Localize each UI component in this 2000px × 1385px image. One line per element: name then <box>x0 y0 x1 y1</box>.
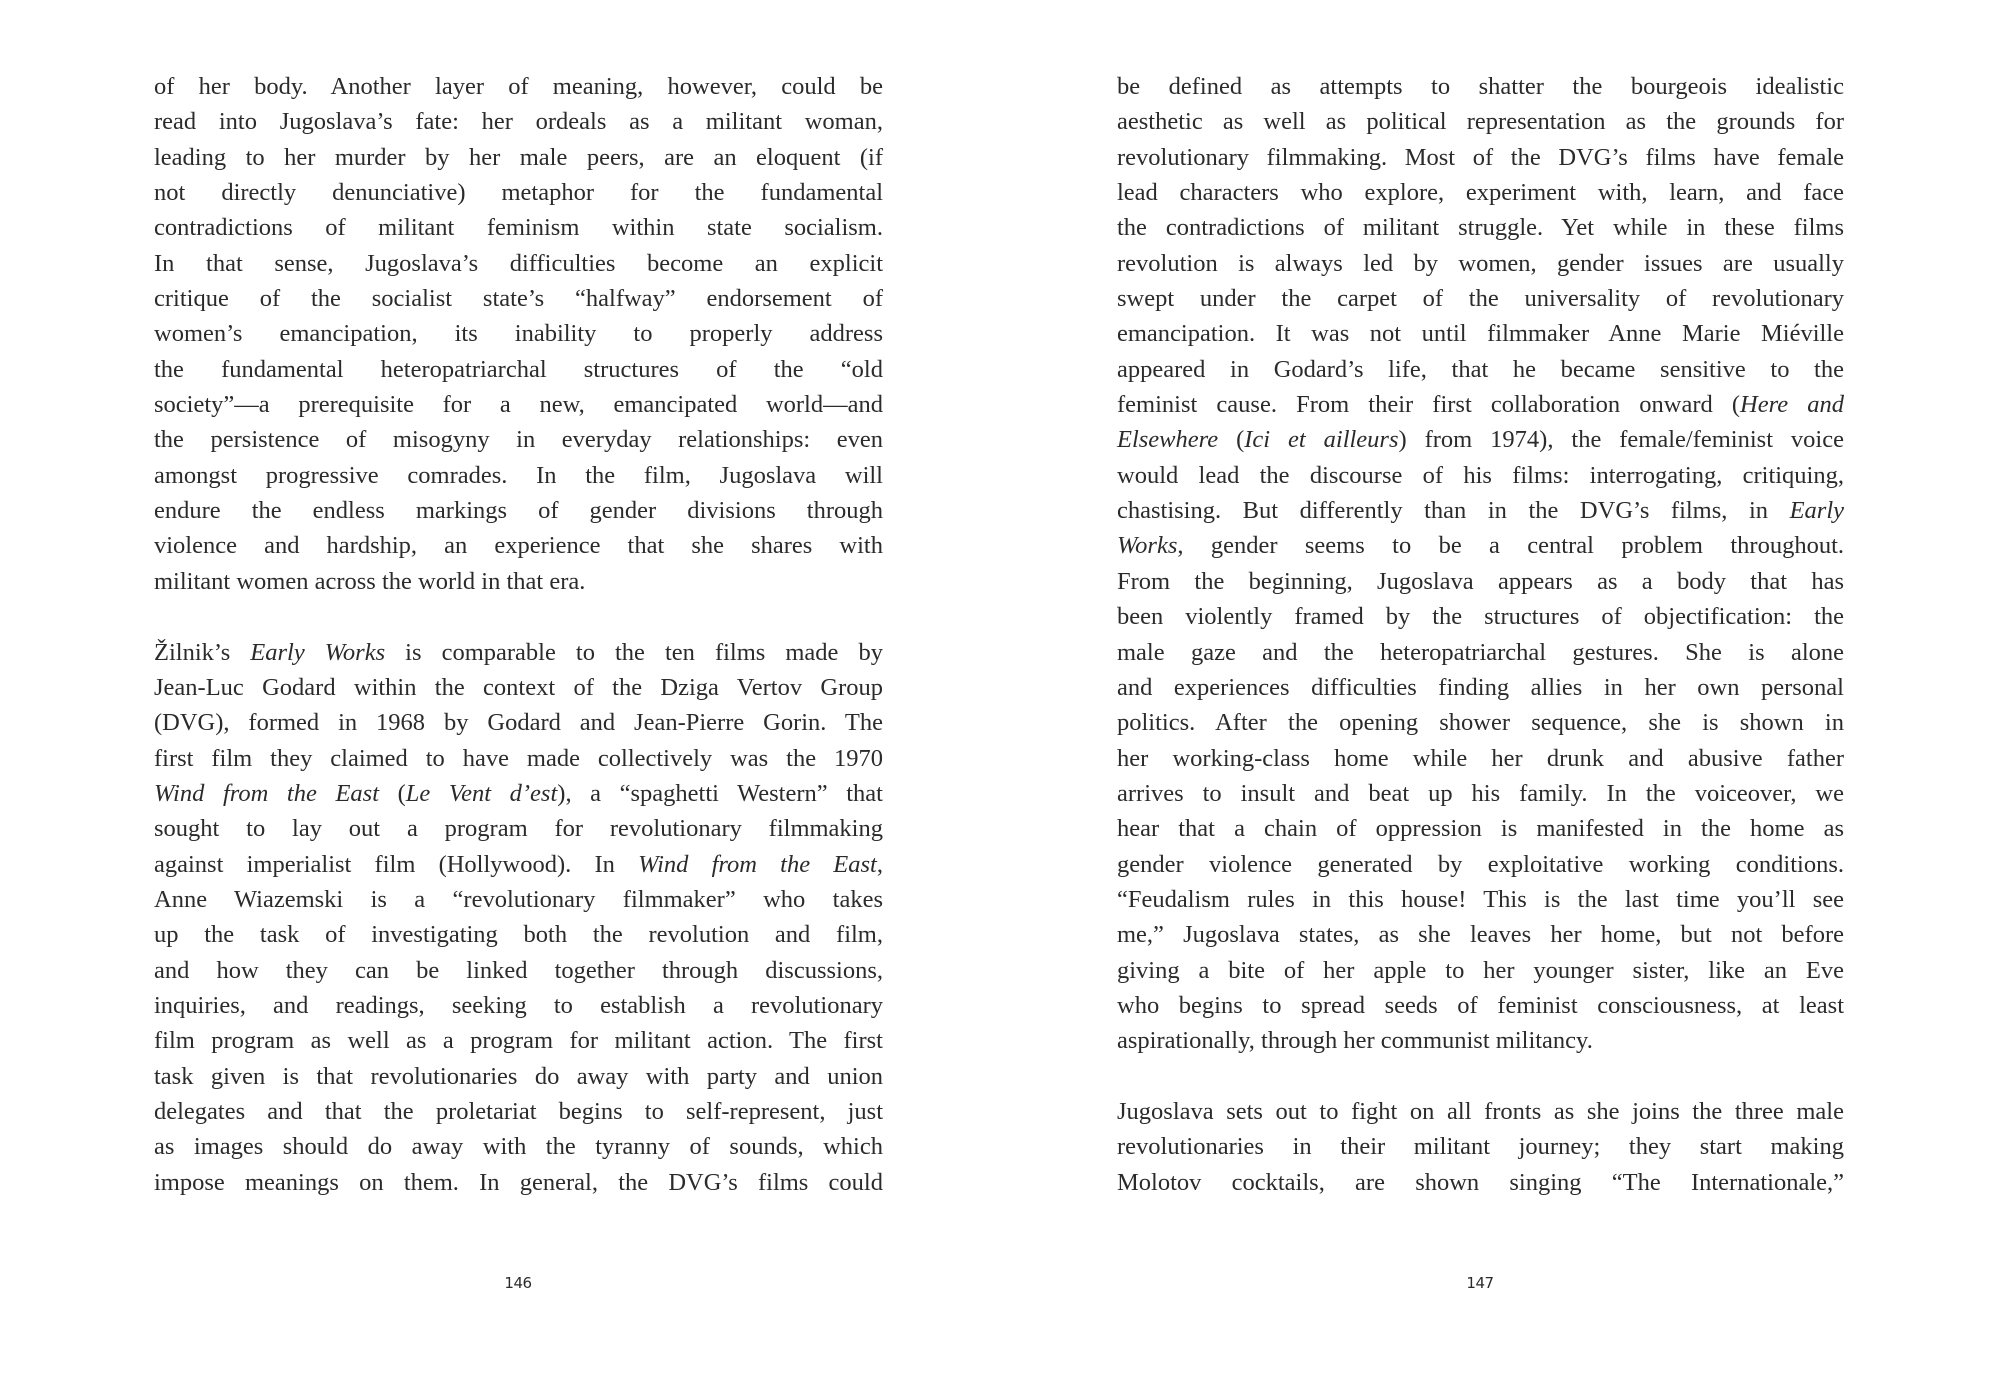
body-text: revolution is always led by women, gender issues are usually <box>1117 249 1844 277</box>
text-line <box>1117 210 1844 245</box>
text-line <box>154 140 883 175</box>
italic-title-text: Early Works <box>250 638 386 666</box>
text-line <box>1117 599 1844 634</box>
italic-title-text: Le Vent d’est <box>405 779 558 807</box>
body-text: swept under the carpet of the universality of revolutionary <box>1117 285 1844 313</box>
body-text: the persistence of misogyny in everyday relationships: even <box>154 426 883 454</box>
text-line <box>1117 1129 1844 1164</box>
italic-title-text: Works <box>1117 532 1178 560</box>
body-text: and how they can be linked together through discussions, <box>154 956 883 984</box>
body-text: From the beginning, Jugoslava appears as a body that has <box>1117 567 1844 595</box>
text-line <box>154 528 883 563</box>
text-line <box>154 1165 883 1200</box>
body-text: inquiries, and readings, seeking to establish a revolutionary <box>154 991 883 1019</box>
text-line <box>1117 387 1844 422</box>
italic-title-text: Wind from the East <box>638 850 877 878</box>
text-line <box>1117 140 1844 175</box>
text-line <box>154 670 883 705</box>
text-line <box>1117 1023 1844 1058</box>
body-text: task given is that revolutionaries do away with party and union <box>154 1062 883 1090</box>
body-text: ), a “spaghetti Western” that <box>557 779 883 807</box>
body-text: sought to lay out a program for revolutionary filmmaking <box>154 815 883 843</box>
body-text: (DVG), formed in 1968 by Godard and Jean-Pierre Gorin. The <box>154 709 883 737</box>
body-text: feminist cause. From their first collaboration onward ( <box>1117 391 1741 419</box>
text-line <box>154 1023 883 1058</box>
text-line <box>1117 847 1844 882</box>
left-page-text-column <box>154 69 883 1200</box>
text-line <box>154 953 883 988</box>
body-text: who begins to spread seeds of feminist consciousness, at least <box>1117 991 1844 1019</box>
text-line <box>154 458 883 493</box>
body-text: impose meanings on them. In general, the DVG’s films could <box>154 1168 883 1196</box>
text-line <box>1117 281 1844 316</box>
body-text: read into Jugoslava’s fate: her ordeals as a militant woman, <box>154 108 883 136</box>
text-line <box>154 635 883 670</box>
body-text: Jean-Luc Godard within the context of the Dziga Vertov Group <box>154 673 883 701</box>
body-text: been violently framed by the structures of objectification: the <box>1117 603 1844 631</box>
body-text: Anne Wiazemski is a “revolutionary filmmaker” who takes <box>154 885 883 913</box>
body-text: Žilnik’s <box>154 638 251 666</box>
italic-title-text: Here and <box>1740 391 1844 419</box>
text-line <box>154 316 883 351</box>
text-line <box>1117 953 1844 988</box>
body-text: me,” Jugoslava states, as she leaves her home, but not before <box>1117 921 1844 949</box>
body-text: In that sense, Jugoslava’s difficulties become an explicit <box>154 249 883 277</box>
right-page-text-column <box>1117 69 1844 1200</box>
text-line <box>154 175 883 210</box>
body-text: violence and hardship, an experience that she shares with <box>154 532 883 560</box>
body-text: endure the endless markings of gender divisions through <box>154 497 883 525</box>
text-line <box>1117 458 1844 493</box>
body-text: hear that a chain of oppression is manifested in the home as <box>1117 815 1844 843</box>
text-line <box>1117 246 1844 281</box>
text-line <box>154 246 883 281</box>
text-line <box>1117 352 1844 387</box>
body-text: Molotov cocktails, are shown singing “The Internationale,” <box>1117 1168 1844 1196</box>
text-line <box>154 493 883 528</box>
text-line <box>1117 741 1844 776</box>
body-text: aesthetic as well as political representation as the grounds for <box>1117 108 1844 136</box>
body-text: aspirationally, through her communist militancy. <box>1117 1027 1593 1055</box>
text-line <box>154 69 883 104</box>
text-line <box>154 210 883 245</box>
body-text: against imperialist film (Hollywood). In <box>154 850 639 878</box>
text-line <box>154 352 883 387</box>
body-text: would lead the discourse of his films: interrogating, critiquing, <box>1117 461 1844 489</box>
body-text: Jugoslava sets out to fight on all fronts as she joins the three male <box>1117 1097 1844 1125</box>
body-text: and experiences difficulties finding allies in her own personal <box>1117 673 1844 701</box>
body-text: giving a bite of her apple to her younger sister, like an Eve <box>1117 956 1844 984</box>
text-line <box>154 1129 883 1164</box>
text-line <box>154 281 883 316</box>
text-line <box>154 847 883 882</box>
text-line <box>1117 988 1844 1023</box>
body-text: , <box>876 850 883 878</box>
body-text: be defined as attempts to shatter the bourgeois idealistic <box>1117 73 1844 100</box>
body-text: of her body. Another layer of meaning, however, could be <box>154 73 883 100</box>
body-text: critique of the socialist state’s “halfway” endorsement of <box>154 285 883 313</box>
text-line <box>1117 69 1844 104</box>
text-line <box>1117 776 1844 811</box>
right-page <box>1000 0 2000 1385</box>
paragraph <box>1117 1094 1844 1200</box>
body-text: appeared in Godard’s life, that he became sensitive to the <box>1117 355 1844 383</box>
body-text: is comparable to the ten films made by <box>385 638 883 666</box>
body-text: the fundamental heteropatriarchal structures of the “old <box>154 355 883 383</box>
body-text: ( <box>379 779 406 807</box>
text-line <box>154 705 883 740</box>
body-text: society”—a prerequisite for a new, emancipated world—and <box>154 391 883 419</box>
body-text: up the task of investigating both the revolution and film, <box>154 921 883 949</box>
body-text: arrives to insult and beat up his family. In the voiceover, we <box>1117 779 1844 807</box>
text-line <box>1117 1094 1844 1129</box>
text-line <box>1117 175 1844 210</box>
text-line <box>1117 316 1844 351</box>
italic-title-text: Ici et ailleurs <box>1244 426 1399 454</box>
body-text: first film they claimed to have made collectively was the 1970 <box>154 744 883 772</box>
body-text: film program as well as a program for militant action. The first <box>154 1027 883 1055</box>
body-text: revolutionary filmmaking. Most of the DVG’s films have female <box>1117 143 1844 171</box>
body-text: ) from 1974), the female/feminist voice <box>1398 426 1844 454</box>
body-text: “Feudalism rules in this house! This is the last time you’ll see <box>1117 885 1844 913</box>
text-line <box>1117 811 1844 846</box>
text-line <box>1117 564 1844 599</box>
text-line <box>1117 635 1844 670</box>
page-number-right: 147 <box>1466 1274 1494 1292</box>
italic-title-text: Wind from the East <box>154 779 380 807</box>
body-text: lead characters who explore, experiment with, learn, and face <box>1117 179 1844 207</box>
text-line <box>154 1094 883 1129</box>
text-line <box>1117 104 1844 139</box>
paragraph <box>154 635 883 1201</box>
body-text: , gender seems to be a central problem throughout. <box>1177 532 1844 560</box>
text-line <box>154 776 883 811</box>
italic-title-text: Early <box>1789 497 1844 525</box>
body-text: her working-class home while her drunk and abusive father <box>1117 744 1844 772</box>
paragraph-spacer <box>154 599 883 634</box>
paragraph-spacer <box>1117 1059 1844 1094</box>
body-text: amongst progressive comrades. In the film, Jugoslava will <box>154 461 883 489</box>
body-text: militant women across the world in that era. <box>154 567 586 595</box>
text-line <box>154 882 883 917</box>
body-text: as images should do away with the tyranny of sounds, which <box>154 1133 883 1161</box>
text-line <box>1117 422 1844 457</box>
body-text: emancipation. It was not until filmmaker Anne Marie Miéville <box>1117 320 1844 348</box>
body-text: male gaze and the heteropatriarchal gestures. She is alone <box>1117 638 1844 666</box>
text-line <box>1117 882 1844 917</box>
body-text: delegates and that the proletariat begins to self-represent, just <box>154 1097 883 1125</box>
text-line <box>154 564 883 599</box>
page-number-left: 146 <box>504 1274 532 1292</box>
text-line <box>154 1059 883 1094</box>
text-line <box>1117 1165 1844 1200</box>
body-text: chastising. But differently than in the DVG’s films, in <box>1117 497 1790 525</box>
text-line <box>154 422 883 457</box>
body-text: gender violence generated by exploitative working conditions. <box>1117 850 1844 878</box>
text-line <box>1117 528 1844 563</box>
paragraph <box>1117 69 1844 1059</box>
text-line <box>154 104 883 139</box>
text-line <box>154 988 883 1023</box>
body-text: women’s emancipation, its inability to properly address <box>154 320 883 348</box>
text-line <box>1117 493 1844 528</box>
body-text: politics. After the opening shower sequence, she is shown in <box>1117 709 1844 737</box>
body-text: the contradictions of militant struggle. Yet while in these films <box>1117 214 1844 242</box>
text-line <box>154 387 883 422</box>
text-line <box>1117 705 1844 740</box>
text-line <box>1117 670 1844 705</box>
body-text: not directly denunciative) metaphor for the fundamental <box>154 179 883 207</box>
body-text: ( <box>1218 426 1245 454</box>
body-text: revolutionaries in their militant journey; they start making <box>1117 1133 1844 1161</box>
body-text: leading to her murder by her male peers, are an eloquent (if <box>154 143 883 171</box>
text-line <box>1117 917 1844 952</box>
text-line <box>154 741 883 776</box>
paragraph <box>154 69 883 599</box>
text-line <box>154 917 883 952</box>
text-line <box>154 811 883 846</box>
body-text: contradictions of militant feminism within state socialism. <box>154 214 883 242</box>
italic-title-text: Elsewhere <box>1117 426 1219 454</box>
